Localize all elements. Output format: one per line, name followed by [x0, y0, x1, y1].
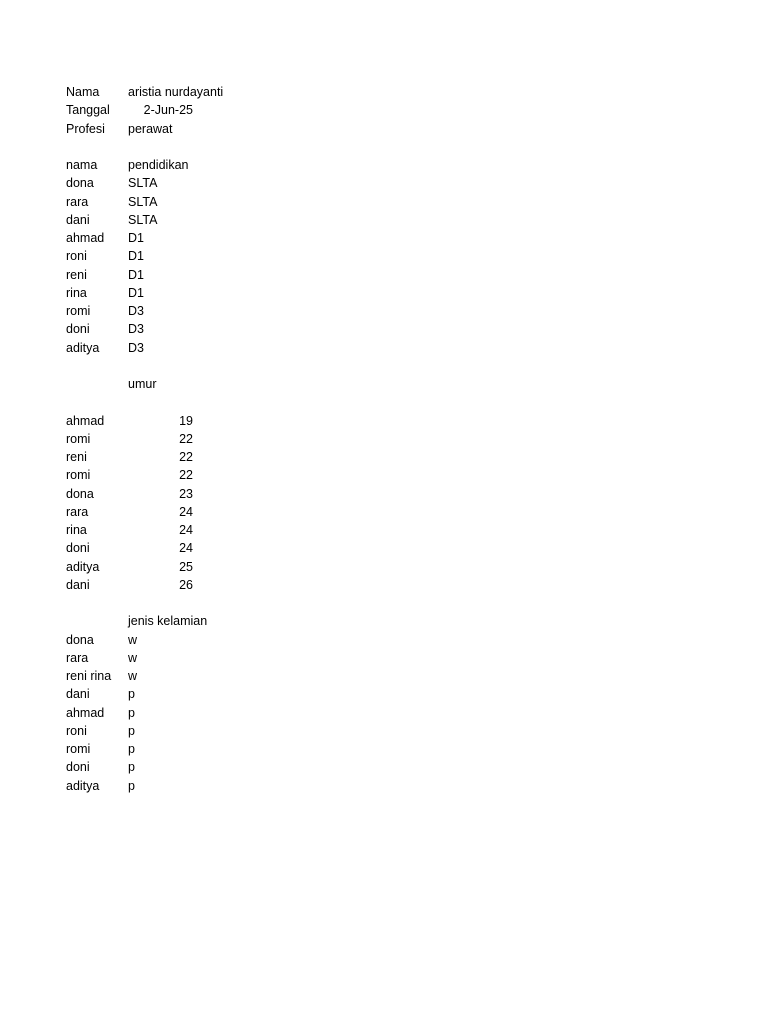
- pendidikan-row: [66, 339, 266, 357]
- jenis-kelamin-table: [66, 612, 266, 795]
- jenis-kelamin-row: [66, 704, 266, 722]
- blank-row: [66, 594, 266, 612]
- profesi-value: perawat: [128, 121, 173, 136]
- column-header-umur: umur: [128, 377, 157, 391]
- cell-name: ahmad: [66, 705, 105, 720]
- cell-name: doni: [66, 541, 90, 556]
- pendidikan-header-row: [66, 156, 266, 174]
- pendidikan-row: [66, 247, 266, 265]
- cell-name: reni rina: [66, 669, 112, 683]
- tanggal-value: 2-Jun-25: [143, 103, 193, 118]
- cell-name: rina: [66, 523, 87, 537]
- pendidikan-row: [66, 174, 266, 192]
- umur-row: [66, 430, 266, 448]
- cell-value: 22: [179, 431, 193, 446]
- cell-name: romi: [66, 468, 91, 483]
- jenis-kelamin-row: [66, 631, 266, 649]
- jenis-kelamin-header-row: [66, 612, 266, 630]
- cell-name: romi: [66, 742, 91, 756]
- cell-name: reni: [66, 267, 87, 282]
- cell-name: rina: [66, 285, 87, 300]
- cell-value: 22: [179, 468, 193, 483]
- cell-value: D3: [128, 322, 144, 337]
- nama-row: [66, 83, 266, 101]
- jenis-kelamin-row: [66, 740, 266, 758]
- cell-value: 24: [179, 504, 193, 519]
- cell-name: aditya: [66, 340, 100, 355]
- cell-name: doni: [66, 760, 90, 775]
- spreadsheet-content: [66, 83, 266, 795]
- header-info-block: [66, 83, 266, 156]
- umur-row: [66, 503, 266, 521]
- cell-name: romi: [66, 431, 91, 446]
- cell-value: D1: [128, 285, 144, 300]
- cell-value: D1: [128, 249, 144, 264]
- umur-row: [66, 466, 266, 484]
- cell-value: p: [128, 687, 135, 702]
- blank-row: [66, 393, 266, 411]
- cell-name: rara: [66, 504, 89, 519]
- cell-value: D3: [128, 304, 144, 318]
- cell-name: aditya: [66, 559, 100, 574]
- cell-value: D1: [128, 231, 144, 245]
- jenis-kelamin-row: [66, 758, 266, 776]
- column-header-pendidikan: pendidikan: [128, 158, 189, 172]
- pendidikan-row: [66, 320, 266, 338]
- nama-label: Nama: [66, 85, 100, 99]
- jenis-kelamin-rows: [66, 631, 266, 795]
- umur-rows: [66, 412, 266, 595]
- cell-value: p: [128, 723, 135, 738]
- umur-row: [66, 521, 266, 539]
- cell-value: SLTA: [128, 212, 158, 227]
- cell-value: w: [128, 650, 138, 665]
- cell-name: ahmad: [66, 231, 105, 245]
- cell-value: p: [128, 742, 135, 756]
- cell-value: SLTA: [128, 194, 158, 209]
- cell-value: p: [128, 705, 135, 720]
- profesi-row: [66, 120, 266, 138]
- cell-value: p: [128, 760, 135, 775]
- cell-name: rara: [66, 194, 89, 209]
- nama-value: aristia nurdayanti: [128, 85, 224, 99]
- cell-name: dani: [66, 577, 90, 592]
- jenis-kelamin-row: [66, 667, 266, 685]
- cell-name: dona: [66, 486, 94, 501]
- umur-table: [66, 375, 266, 612]
- umur-row: [66, 412, 266, 430]
- jenis-kelamin-row: [66, 722, 266, 740]
- pendidikan-row: [66, 193, 266, 211]
- pendidikan-row: [66, 302, 266, 320]
- cell-name: roni: [66, 249, 87, 264]
- cell-value: D3: [128, 340, 144, 355]
- cell-name: dona: [66, 176, 94, 191]
- pendidikan-row: [66, 266, 266, 284]
- cell-name: dona: [66, 632, 94, 647]
- pendidikan-row: [66, 284, 266, 302]
- column-header-nama: nama: [66, 158, 98, 172]
- pendidikan-row: [66, 229, 266, 247]
- cell-name: dani: [66, 212, 90, 227]
- cell-name: dani: [66, 687, 90, 702]
- cell-value: 23: [179, 486, 193, 501]
- blank-row: [66, 357, 266, 375]
- umur-row: [66, 485, 266, 503]
- pendidikan-table: [66, 156, 266, 375]
- cell-value: 22: [179, 450, 193, 464]
- umur-row: [66, 576, 266, 594]
- umur-row: [66, 539, 266, 557]
- jenis-kelamin-row: [66, 685, 266, 703]
- cell-value: SLTA: [128, 176, 158, 191]
- cell-name: romi: [66, 304, 91, 318]
- umur-header-row: [66, 375, 266, 393]
- cell-value: w: [128, 632, 138, 647]
- jenis-kelamin-row: [66, 777, 266, 795]
- cell-value: 26: [179, 577, 193, 592]
- column-header-jenis-kelamin: jenis kelamian: [128, 614, 208, 629]
- cell-name: doni: [66, 322, 90, 337]
- umur-row: [66, 558, 266, 576]
- cell-name: reni: [66, 450, 87, 464]
- pendidikan-row: [66, 211, 266, 229]
- cell-name: ahmad: [66, 413, 105, 428]
- tanggal-label: Tanggal: [66, 103, 110, 118]
- cell-value: D1: [128, 267, 144, 282]
- pendidikan-rows: [66, 174, 266, 357]
- cell-name: rara: [66, 650, 89, 665]
- jenis-kelamin-row: [66, 649, 266, 667]
- cell-value: 19: [179, 413, 193, 428]
- cell-value: w: [128, 669, 138, 683]
- cell-value: 24: [179, 523, 193, 537]
- cell-name: roni: [66, 723, 87, 738]
- umur-row: [66, 448, 266, 466]
- tanggal-row: [66, 101, 266, 119]
- cell-name: aditya: [66, 778, 100, 793]
- blank-row: [66, 138, 266, 156]
- profesi-label: Profesi: [66, 121, 105, 136]
- cell-value: p: [128, 778, 135, 793]
- cell-value: 24: [179, 541, 193, 556]
- cell-value: 25: [179, 559, 193, 574]
